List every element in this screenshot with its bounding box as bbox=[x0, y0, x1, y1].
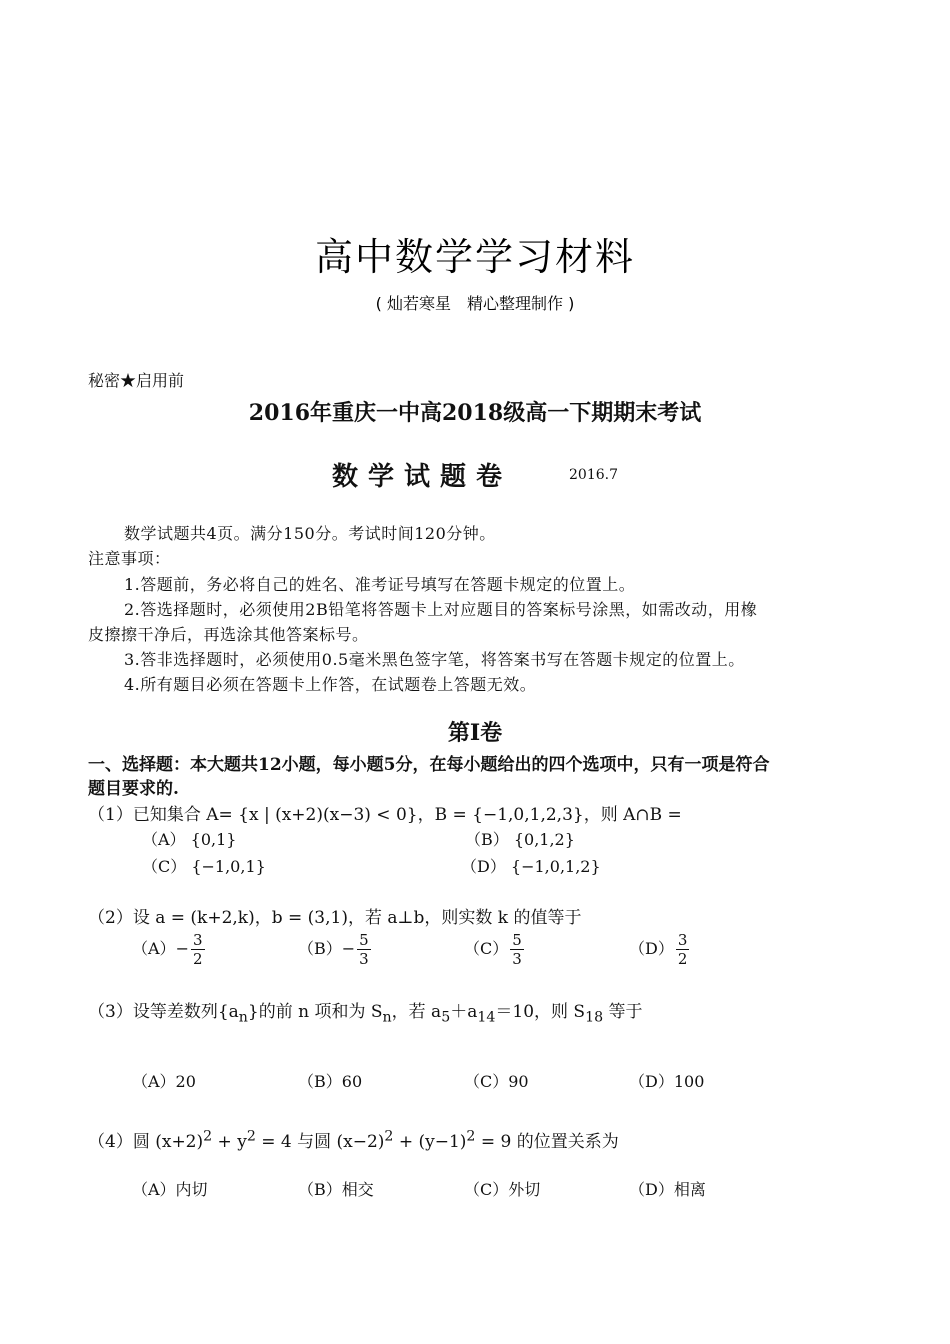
question-1-option-d: （D） {−1,0,1,2} bbox=[461, 857, 601, 876]
stem-text: + y bbox=[212, 1132, 247, 1152]
fraction-numerator: 3 bbox=[677, 931, 688, 949]
option-label: （D） bbox=[629, 939, 674, 958]
secret-label: 秘密★启用前 bbox=[88, 371, 185, 390]
section-title: 第I卷 bbox=[447, 720, 503, 746]
question-4-option-d: （D）相离 bbox=[629, 1180, 706, 1199]
stem-superscript: 2 bbox=[246, 1128, 256, 1145]
fraction bbox=[191, 931, 205, 968]
stem-subscript: 14 bbox=[477, 1009, 496, 1026]
notice-item-2-cont: 皮擦擦干净后，再选涂其他答案标号。 bbox=[88, 625, 369, 644]
stem-text: 等于 bbox=[603, 1002, 643, 1022]
stem-text: = 9 的位置关系为 bbox=[475, 1132, 619, 1152]
question-4-stem bbox=[88, 1127, 619, 1152]
question-2-option-c bbox=[464, 931, 524, 968]
question-2-option-b bbox=[298, 931, 371, 968]
fraction-denominator: 2 bbox=[192, 950, 203, 968]
stem-text: （3）设等差数列{a bbox=[88, 1002, 239, 1022]
fraction-denominator: 3 bbox=[512, 950, 522, 968]
question-4-option-b: （B）相交 bbox=[298, 1180, 374, 1199]
fraction bbox=[676, 931, 690, 968]
question-1-option-b: （B） {0,1,2} bbox=[465, 830, 575, 849]
stem-text: ＋a bbox=[450, 1002, 478, 1022]
stem-subscript: 5 bbox=[441, 1009, 451, 1026]
option-label: （B） bbox=[298, 939, 342, 958]
stem-text: ＝10，则 S bbox=[495, 1002, 586, 1022]
stem-text: + (y−1) bbox=[393, 1132, 467, 1152]
question-3-option-a: （A）20 bbox=[132, 1072, 196, 1091]
question-1-option-c: （C） {−1,0,1} bbox=[142, 857, 266, 876]
notice-item-3: 3.答非选择题时，必须使用0.5毫米黑色签字笔，将答案书写在答题卡规定的位置上。 bbox=[124, 650, 745, 669]
exam-title: 2016年重庆一中高2018级高一下期期末考试 bbox=[248, 400, 702, 426]
part-heading-cont: 题目要求的. bbox=[88, 779, 179, 799]
paper-title: 数学试题卷 bbox=[332, 462, 513, 492]
notice-item-2: 2.答选择题时，必须使用2B铅笔将答题卡上对应题目的答案标号涂黑，如需改动，用橡 bbox=[124, 600, 758, 619]
question-2-option-d bbox=[629, 931, 689, 968]
question-1-option-a: （A） {0,1} bbox=[142, 830, 237, 849]
notice-item-4: 4.所有题目必须在答题卡上作答，在试题卷上答题无效。 bbox=[124, 675, 537, 694]
stem-superscript: 2 bbox=[384, 1128, 394, 1145]
question-3-option-b: （B）60 bbox=[298, 1072, 363, 1091]
stem-text: ，若 a bbox=[391, 1002, 442, 1022]
question-4-option-a: （A）内切 bbox=[132, 1180, 208, 1199]
question-1-stem: （1）已知集合 A= {x | (x+2)(x−3) < 0}，B = {−1,0,1,2,3}，则 A∩B = bbox=[88, 805, 682, 825]
part-heading: 一、选择题：本大题共12小题，每小题5分，在每小题给出的四个选项中，只有一项是符合 bbox=[88, 755, 770, 775]
subtitle: ( 灿若寒星 精心整理制作 ) bbox=[375, 294, 575, 313]
question-2-stem: （2）设 a = (k+2,k)，b = (3,1)，若 a⊥b，则实数 k 的值等于 bbox=[88, 908, 582, 928]
fraction-numerator: 5 bbox=[512, 931, 522, 949]
fraction-denominator: 2 bbox=[677, 950, 688, 968]
notice-item-1: 1.答题前，务必将自己的姓名、准考证号填写在答题卡规定的位置上。 bbox=[124, 575, 636, 594]
stem-subscript: 18 bbox=[585, 1009, 604, 1026]
main-title: 高中数学学习材料 bbox=[314, 235, 635, 279]
question-3-option-d: （D）100 bbox=[629, 1072, 705, 1091]
stem-text: （4）圆 (x+2) bbox=[88, 1132, 204, 1152]
option-label: （A） bbox=[132, 939, 176, 958]
option-sign: − bbox=[341, 939, 356, 958]
instructions-intro: 数学试题共4页。满分150分。考试时间120分钟。 bbox=[124, 524, 496, 543]
fraction bbox=[357, 931, 371, 968]
question-2-option-a bbox=[132, 931, 205, 968]
stem-superscript: 2 bbox=[203, 1128, 213, 1145]
fraction-numerator: 5 bbox=[359, 931, 369, 949]
option-sign: − bbox=[175, 939, 189, 958]
stem-subscript: n bbox=[382, 1009, 392, 1026]
notice-label: 注意事项： bbox=[88, 549, 171, 568]
option-label: （C） bbox=[464, 939, 509, 958]
stem-text: }的前 n 项和为 S bbox=[247, 1002, 383, 1022]
fraction-denominator: 3 bbox=[359, 950, 369, 968]
question-3-stem bbox=[88, 997, 642, 1025]
fraction bbox=[510, 931, 524, 968]
fraction-numerator: 3 bbox=[192, 931, 203, 949]
question-4-option-c: （C）外切 bbox=[464, 1180, 541, 1199]
paper-date: 2016.7 bbox=[569, 467, 618, 483]
stem-subscript: n bbox=[238, 1009, 248, 1026]
stem-text: = 4 与圆 (x−2) bbox=[255, 1132, 385, 1152]
stem-superscript: 2 bbox=[466, 1128, 476, 1145]
question-3-option-c: （C）90 bbox=[464, 1072, 529, 1091]
